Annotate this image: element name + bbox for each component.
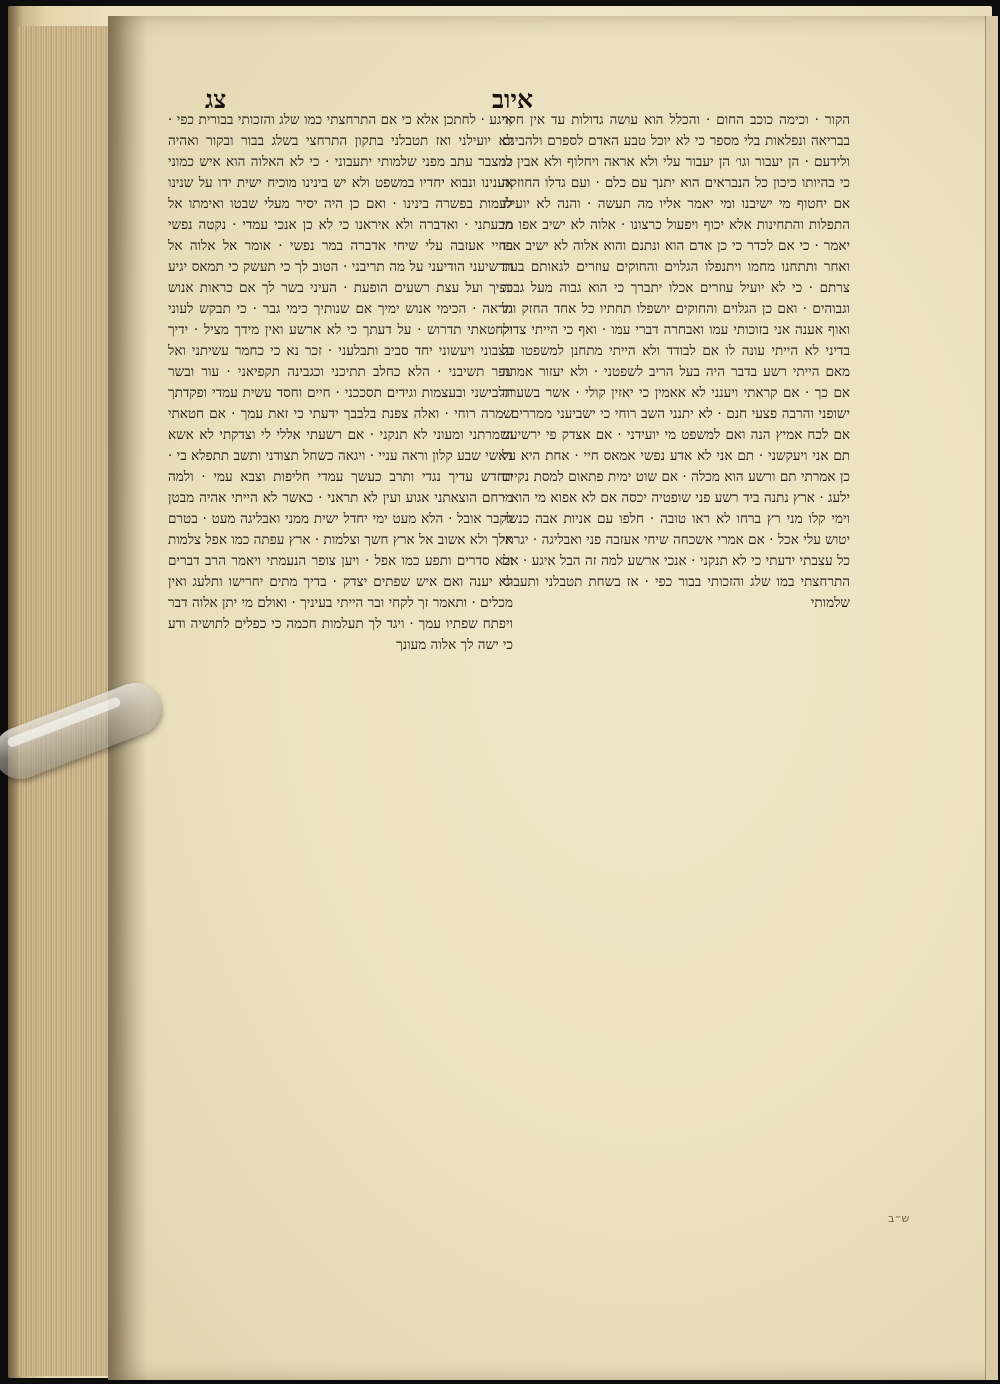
printer-signature-mark: ש״ב bbox=[888, 1212, 910, 1225]
text-column-right bbox=[502, 110, 850, 614]
page-edge-strip bbox=[985, 16, 998, 1380]
running-head-folio-number: צג bbox=[205, 85, 227, 114]
text-column-left bbox=[168, 110, 513, 656]
commentary-text-left: איגע · לחתכן אלא כי אם התרחצתי כמו שלג והזכותי בבורית כפי · לא יועילני ואז תטבלני בתקון התרחצי בשלג בבור ובקור ואהיה כמצבר עתב מפני שלמותי יתעבוני · כי לא האלוה הוא איש כמוני אענינו ונבוא יחדיו במשפט ולא יש בינינו מוכיח ישית ידו על שנינו לעמות בפשרה בינינו · ואם כן היה יסיר מעלי שבטו ואימתו אל תבעתני · ואדברה ולא איראנו כי לא כן אנכי עמדי · נקטה נפשי בחיי אעזבה עלי שיחי אדברה במר נפשי · אומר אל אלוה אל תרשיעני הודיעני על מה תריבני · הטוב לך כי תעשק כי תמאס יגיע כפיך ועל עצת רשעים הופעת · העיני בשר לך אם כראות אנוש תראה · הכימי אנוש ימיך אם שנותיך כימי גבר · כי תבקש לעוני ולחטאתי תדרוש · על דעתך כי לא ארשע ואין מידך מציל · ידיך עצבוני ויעשוני יחד סביב ותבלעני · זכר נא כי כחמר עשיתני ואל עפר תשיבני · הלא כחלב תתיכני וכגבינה תקפיאני · עור ובשר תלבישני ובעצמות וגידים תסככני · חיים וחסד עשית עמדי ופקדתך שמרה רוחי · ואלה צפנת בלבבך ידעתי כי זאת עמך · אם חטאתי ושמרתני ומעוני לא תנקני · אם רשעתי אללי לי וצדקתי לא אשא ראשי שבע קלון וראה עניי · ויגאה כשחל תצודני ותשב תתפלא בי · תחדש עדיך נגדי ותרב כעשך עמדי חליפות וצבא עמי · ולמה מרחם הוצאתני אגוע ועין לא תראני · כאשר לא הייתי אהיה מבטן לקבר אובל · הלא מעט ימי יחדל ישית ממני ואבליגה מעט · בטרם אלך ולא אשוב אל ארץ חשך וצלמות · ארץ עפתה כמו אפל צלמות ולא סדרים ותפע כמו אפל · ויען צופר הנעמתי ויאמר הרב דברים לא יענה ואם איש שפתים יצדק · בדיך מתים יחרישו ותלעג ואין מכלים · ותאמר זך לקחי ובר הייתי בעיניך · ואולם מי יתן אלוה דבר ויפתח שפתיו עמך · ויגד לך תעלמות חכמה כי כפלים לתושיה ודע כי ישה לך אלוה מעונך bbox=[168, 112, 513, 653]
running-head-book-title: איוב bbox=[492, 85, 534, 114]
commentary-text-right: הקור · וכימה כוכב החום · והכלל הוא עושה גדולות עד אין חקר בבריאה ונפלאות בלי מספר כי לא יוכל טבע האדם לספרם ולהבינם ולידעם · הן יעבור וגו׳ הן יעבור עלי ולא אראה ויחלוף ולא אבין לו כי בהיותו כיכון כל הנבראים הוא יתנך עם כלם · ועם גדלו החוזקה אם יחטוף מי ישיבנו ומי יאמר אליו מה תעשה · והנה לא יועילו התפלות והתחינות אלא יכוף ויפעול כרצונו · אלוה לא ישיב אפו מי יאמר · כי אם לכדר כי כן אדם הוא ונתנם והוא אלוה לא ישיב אפו ואחר ותתחנו מחמו ויתנפלו הגלוים והחוקים עוזרים לגאותם בעת צרתם · כי לא יועיל עוזרים אכלו יתברך כי הוא גבוה מעל גבוה וגבוהים · ואם כן הגלוים והחוקים יושפלו תחתיו כל אחד החזק וגל ואוף אענה אני בזוכותי עמו ואבחרה דברי עמו · ואף כי הייתי צדיק בדיני לא הייתי עונה לו אם לבודד ולא הייתי מתחנן למשפטו כל מאם הייתי רשע בדבר היה בעל הריב לשפטני · ולא יעזור אמרת אם כך · אם קראתי ויענני לא אאמין כי יאזין קולי · אשר בשערה ישופני והרבה פצעי חנם · לא יתנני השב רוחי כי ישביעני ממררים · אם לכח אמיץ הנה ואם למשפט מי יועידני · אם אצדק פי ירשיעני תם אני ויעקשני · תם אני לא אדע נפשי אמאס חיי · אחת היא על כן אמרתי תם ורשע הוא מכלה · אם שוט ימית פתאום למסת נקיים ילעג · ארץ נתנה ביד רשע פני שופטיה יכסה אם לא אפוא מי הוא · וימי קלו מני רץ ברחו לא ראו טובה · חלפו עם אניות אבה כנשר יטוש עלי אכל · אם אמרי אשכחה שיחי אעזבה פני ואבליגה · יגרתי כל עצבתי ידעתי כי לא תנקני · אנכי ארשע למה זה הבל איגע · אם התרחצתי במו שלג והזכותי בבור כפי · אז בשחת תטבלני ותעבוני שלמותי bbox=[502, 112, 850, 611]
